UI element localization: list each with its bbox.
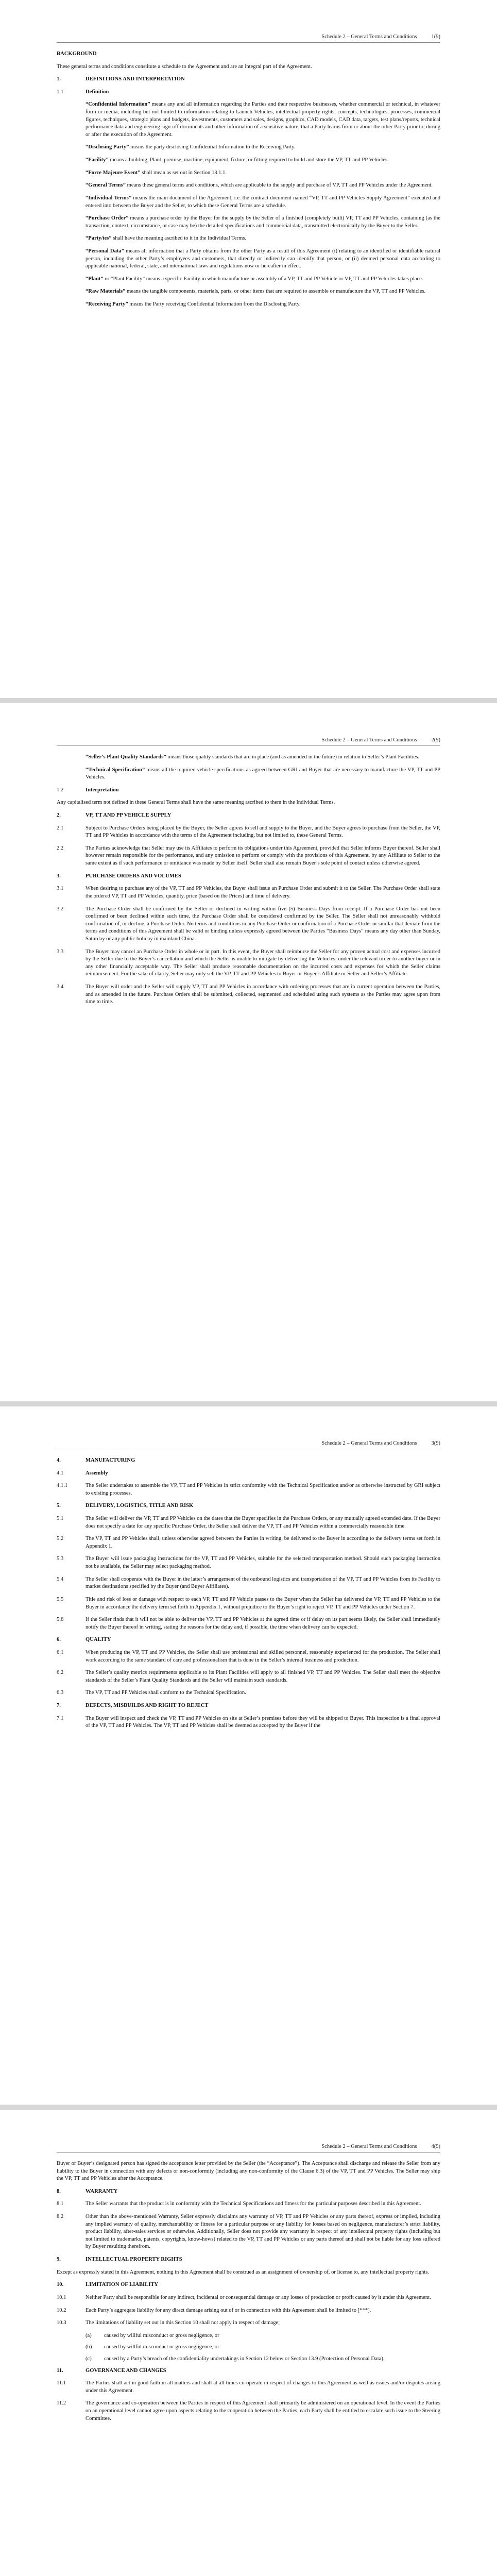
section-heading: INTELLECTUAL PROPERTY RIGHTS <box>85 2257 182 2263</box>
header-title: Schedule 2 – General Terms and Conditions <box>321 737 417 743</box>
clause-number: 10.3 <box>57 2320 66 2326</box>
definition: “Force Majeure Event” shall mean as set out in Section 13.1.1. <box>85 170 227 176</box>
clause-number: 8.1 <box>57 2201 64 2207</box>
clause-number: 3.4 <box>57 984 64 990</box>
section-heading: MANUFACTURING <box>85 1458 135 1463</box>
clause-text: Neither Party shall be responsible for any indirect, incidental or consequential damage or any losses of production or profit caused by it under this Agreement. <box>85 2294 431 2300</box>
clause-number: 5.1 <box>57 1516 64 1522</box>
clause-text: The Seller shall cooperate with the Buyer in the latter’s arrangement of the outbound logistics and transportation of the VP, TT and PP Vehicles from its Facility to market destinations specified by the Buyer (and Buyer Affiliates). <box>85 1576 440 1590</box>
definition: “Receiving Party” means the Party receiving Confidential Information from the Disclosing Party. <box>85 301 301 308</box>
clause-number: 5.3 <box>57 1556 64 1562</box>
definition: “General Terms” means these general terms and conditions, which are applicable to the supply and purchase of VP, TT and PP Vehicles under the Agreement. <box>85 182 433 189</box>
section-number: 11. <box>57 2367 63 2374</box>
definition: “Confidential Information” means any and all information regarding the Parties and their respective businesses, whether commercial or technical, in whatever form or media, including but not limited to information relating to Launch Vehicles, intellectual property rights, concepts, technologies, processes, commercial figures, techniques, strategic plans and budgets, investments, customers and sales, designs, graphics, CAD models, CAD data, targets, test plans/reports, technical performance data and engineering sign-off documents and other information of a sensitive nature, that a Party learns from or about the other Party prior to, during or after the execution of the Agreement. <box>85 101 440 138</box>
page-1 <box>0 0 497 698</box>
clause-number: 8.2 <box>57 2214 64 2220</box>
clause-number: 11.2 <box>57 2400 66 2406</box>
clause-text: The VP, TT and PP Vehicles shall, unless otherwise agreed between the Parties in writing, be delivered to the Buyer in according to the delivery terms set forth in Appendix 1. <box>85 1536 440 1549</box>
definition: “Disclosing Party” means the party disclosing Confidential Information to the Receiving Party. <box>85 144 296 150</box>
page-content <box>57 754 440 1011</box>
section-heading: DELIVERY, LOGISTICS, TITLE AND RISK <box>85 1503 194 1509</box>
header-title: Schedule 2 – General Terms and Conditions <box>321 1440 417 1446</box>
clause-number: 1.1 <box>57 89 64 95</box>
header-rule <box>57 745 440 746</box>
clause-text: The governance and co-operation between the Parties in respect of this Agreement shall primarily be administered on an operational level. In the event the Parties on an operational level cannot agree upon aspects relating to the cooperation between the Parties, each Party shall be entitled to escalate such issue to the Steering Committee. <box>85 2400 440 2421</box>
definition: “Raw Materials” means the tangible components, materials, parts, or other items that are required to assemble or manufacture the VP, TT and PP Vehicles. <box>85 289 426 295</box>
section-heading: DEFINITIONS AND INTERPRETATION <box>85 76 185 82</box>
clause-text: The Seller’s quality metrics requirements applicable to its Plant Facilities will apply to all finished VP, TT and PP Vehicles. The Seller shall meet the objective standards of the Seller’s Plant Quality Standards and the Seller will maintain such standards. <box>85 1670 440 1683</box>
clause-text: The Seller undertakes to assemble the VP, TT and PP Vehicles in strict conformity with the Technical Specification and/or as otherwise instructed by GRI subject to existing processes. <box>85 1483 440 1496</box>
clause-text: The Parties acknowledge that Seller may use its Affiliates to perform its obligations under this Agreement, provided that Seller informs Buyer thereof. Seller shall however remain responsible for the performance, and any omission to perform or comply with the provisions of this Agreement, by any Affiliate to Seller to the same extent as if such performance or omittance was made by Seller itself. Seller shall also remain Buyer’s sole point of contact unless otherwise agreed. <box>85 845 440 867</box>
clause-number: 3.2 <box>57 906 64 912</box>
section-number: 4. <box>57 1458 61 1463</box>
list-item: (c) caused by a Party’s breach of the confidentiality undertakings in Section 12 below or Section 13.9 (Protection of Personal Data). <box>85 2355 385 2362</box>
clause-text: Except as expressly stated in this Agreement, nothing in this Agreement shall be construed as an assignment of ownership of, or license to, any intellectual property rights. <box>57 2269 430 2275</box>
clause-number: 6.3 <box>57 1690 64 1696</box>
clause-number: 2.2 <box>57 845 64 851</box>
section-heading: DEFECTS, MISBUILDS AND RIGHT TO REJECT <box>85 1703 209 1709</box>
clause-number: 3.3 <box>57 948 64 955</box>
definition: “Facility” means a building, Plant, premise, machine, equipment, fixture, or fitting required to build and store the VP, TT and PP Vehicles. <box>85 157 389 163</box>
header-title: Schedule 2 – General Terms and Conditions <box>321 2144 417 2149</box>
clause-text: When producing the VP, TT and PP Vehicles, the Seller shall use professional and skilled personnel, reasonably experienced for the production. The Seller shall work according to the same standard of care and professionalism that is done in the Seller’s internal business and production. <box>85 1649 440 1663</box>
clause-number: 5.5 <box>57 1596 64 1602</box>
definition: “Party/ies” shall have the meaning ascribed to it in the Individual Terms. <box>85 235 247 242</box>
definitions-list <box>57 101 440 308</box>
header-rule <box>57 2152 440 2153</box>
section-heading: WARRANTY <box>85 2188 118 2194</box>
page-number: 4(9) <box>431 2144 440 2149</box>
clause-number: 1.2 <box>57 787 64 793</box>
page-content <box>57 2160 440 2428</box>
definition: “Purchase Order” means a purchase order by the Buyer for the supply by the Seller of a finished (completely built) VP, TT and PP Vehicles, containing (as the transaction, context, circumstance, or case may be) the detailed specifications and commercial data, transmitted electronically by the Buyer to the Seller. <box>85 215 440 229</box>
sub-list <box>57 2332 440 2363</box>
clause-number: 5.2 <box>57 1536 64 1542</box>
definition: “Plant” or “Plant Facility” means a specific Facility in which manufacture or assembly of a VP, TT and PP Vehicle or VP, TT and PP Vehicles takes place. <box>85 276 423 282</box>
section-number: 1. <box>57 76 61 82</box>
page-4 <box>0 2110 497 2576</box>
clause-number: 3.1 <box>57 886 64 892</box>
header-rule <box>57 42 440 43</box>
page-number: 3(9) <box>431 1440 440 1446</box>
clause-text: The Buyer will order and the Seller will supply VP, TT and PP Vehicles in accordance with ordering processes that are in current operation between the Parties, and as amended in the future. Purchase Orders shall be submitted, collected, segmented and scheduled using such systems as the Parties may agree upon from time to time. <box>85 984 440 1005</box>
clause-text: The Seller warrants that the product is in conformity with the Technical Specifications and fitness for the particular purposes described in this Agreement. <box>85 2201 421 2207</box>
clause-text: Subject to Purchase Orders being placed by the Buyer, the Seller agrees to sell and supply to the Buyer, and the Buyer agrees to purchase from the Seller, the VP, TT and PP Vehicles in accordance with the terms of the Agreement including, but not limited to, these General Terms. <box>85 825 440 839</box>
section-number: 5. <box>57 1503 61 1509</box>
page-2 <box>0 703 497 1401</box>
section-number: 10. <box>57 2282 64 2288</box>
clause-number: 11.1 <box>57 2380 66 2386</box>
page-header <box>57 34 440 40</box>
definition: “Personal Data” means all information that a Party obtains from the other Party as a result of this Agreement (i) relating to an identified or identifiable natural person, including the other Party’s employees and customers, that directly or indirectly can identify that person, or (ii) deemed personal data according to applicable national, federal, state, and international laws and regulations now or hereafter in effect. <box>85 248 440 269</box>
list-item: (b) caused by willful misconduct or gross negligence, or <box>85 2344 219 2350</box>
clause-text: The Seller will deliver the VP, TT and PP Vehicles on the dates that the Buyer specifies in the Purchase Orders, or any mutually agreed extended date. If the Buyer does not specify a date for any specific Purchase Order, the Seller shall deliver the VP, TT and PP Vehicles within a commercially reasonable time. <box>85 1516 440 1529</box>
clause-text: The Parties shall act in good faith in all matters and shall at all times co-operate in respect of changes to this Agreement as well as issues and/or disputes arising under this Agreement. <box>85 2380 440 2394</box>
header-title: Schedule 2 – General Terms and Conditions <box>321 34 417 40</box>
page-content <box>57 50 440 314</box>
page-header <box>57 1440 440 1446</box>
clause-number: 5.4 <box>57 1576 64 1582</box>
clause-heading: Interpretation <box>85 787 119 793</box>
page-header <box>57 737 440 743</box>
clause-number: 6.2 <box>57 1670 64 1676</box>
page-content <box>57 1457 440 1735</box>
clause-text: Any capitalised term not defined in these General Terms shall have the same meaning ascribed to them in the Individual Terms. <box>57 800 335 806</box>
clause-text: The Buyer will issue packaging instructions for the VP, TT and PP Vehicles, suitable for the selected transportation method. Should such packaging instruction not be available, the Seller may select packaging method. <box>85 1556 440 1570</box>
clause-text: The limitations of liability set out in this Section 10 shall not apply in respect of damage; <box>85 2320 280 2326</box>
clause-number: 6.1 <box>57 1649 64 1655</box>
page-3 <box>0 1406 497 2105</box>
section-number: 2. <box>57 812 61 819</box>
clause-number: 2.1 <box>57 825 64 831</box>
section-heading: LIMITATION OF LIABILITY <box>85 2282 159 2288</box>
clause-number: 5.6 <box>57 1617 64 1623</box>
clause-text: The Buyer may cancel an Purchase Order in whole or in part. In this event, the Buyer shall reimburse the Seller for any proven actual cost and expenses incurred by the Seller due to the Buyer’s cancellation and which the Seller is unable to mitigate by delivering the Vehicles, under the relevant order to another buyer or in any other financially acceptable way. The Seller shall produce reasonable documentation on the incurred costs and expenses for which the Seller claims reimbursement. For the sake of clarity, Seller may only sell the VP, TT and PP Vehicles to Buyer or Buyer’s Affiliate or Seller and Seller’s Affiliate. <box>85 948 440 977</box>
list-item: (a) caused by willful misconduct or gross negligence, or <box>85 2332 219 2338</box>
clause-text: The Buyer will inspect and check the VP, TT and PP Vehicles on site at Seller’s premises before they will be shipped to Buyer. This inspection is a final approval of the VP, TT and PP Vehicles. The VP, TT and PP Vehicles shall be deemed as accepted by the Buyer if the <box>85 1715 440 1729</box>
background-text: These general terms and conditions constitute a schedule to the Agreement and are an integral part of the Agreement. <box>57 63 312 70</box>
clause-text: When desiring to purchase any of the VP, TT and PP Vehicles, the Buyer shall issue an Purchase Order and submit it to the Seller. The Purchase Order shall state the ordered VP, TT and PP Vehicles, quantity, price (based on the Prices) and time of delivery. <box>85 886 440 899</box>
clause-number: 4.1 <box>57 1470 64 1476</box>
clause-text: The Purchase Order shall be confirmed by the Seller or declined in writing within five (5) Business Days from receipt. If a Purchase Order has not been confirmed or been declined within such time, the Purchase Order shall be considered confirmed by the Seller. The Seller shall not unreasonably withhold confirmation of, or decline, a Purchase Order. No terms and conditions in any Purchase Order or confirmation of a Purchase Order or similar that deviate from the terms and conditions of this Agreement shall be valid or binding unless expressly agreed between the Parties “Business Days” means any day other than Sunday, Saturday or any public holiday in mainland China. <box>85 906 440 942</box>
page-number: 2(9) <box>431 737 440 743</box>
page-header <box>57 2144 440 2149</box>
section-number: 7. <box>57 1703 61 1709</box>
clause-number: 10.2 <box>57 2307 66 2313</box>
section-number: 9. <box>57 2257 61 2263</box>
clause-text: Other than the above-mentioned Warranty, Seller expressly disclaims any warranty of VP, TT and PP Vehicles or any parts thereof, express or implied, including any implied warranty of quality, merchantability or fitness for a particular purpose or any liability for losses based on negligence, manufacturer’s strict liability, product liability, after-sales services or otherwise. Additionally, Seller does not provide any warranty in respect of any intellectual property rights (including but not limited to trademarks, patents, copyrights, know-hows) related to the VP, TT and PP Vehicles or any parts thereof and shall not be liable for any loss suffered by Buyer resulting therefrom. <box>85 2214 440 2250</box>
section-heading: QUALITY <box>85 1637 111 1643</box>
page-number: 1(9) <box>431 34 440 40</box>
section-heading: VP, TT AND PP VEHICLE SUPPLY <box>85 812 172 819</box>
section-number: 8. <box>57 2188 61 2194</box>
clause-number: 7.1 <box>57 1715 64 1721</box>
definition: “Technical Specification” means all the required vehicle specifications as agreed between GRI and Buyer that are necessary to manufacture the VP, TT and PP Vehicles. <box>85 767 440 781</box>
clause-text: The VP, TT and PP Vehicles shall conform to the Technical Specification. <box>85 1690 246 1696</box>
section-heading: BACKGROUND <box>57 51 97 57</box>
clause-text: Each Party’s aggregate liability for any direct damage arising out of or in connection with this Agreement shall be limited to [***]. <box>85 2307 371 2313</box>
clause-number: 10.1 <box>57 2294 66 2300</box>
clause-text: If the Seller finds that it will not be able to deliver the VP, TT and PP Vehicles at the agreed time or if delay on its part seems likely, the Seller shall immediately notify the Buyer thereof in writing, stating the reasons for the delay and, if possible, the time when delivery can be expected. <box>85 1617 440 1630</box>
definition: “Individual Terms” means the main document of the Agreement, i.e. the contract document named “VP, TT and PP Vehicles Supply Agreement” executed and entered into between the Buyer and the Seller, to which these General Terms are a schedule. <box>85 195 440 209</box>
clause-heading: Assembly <box>85 1470 108 1476</box>
clause-heading: Definition <box>85 89 109 95</box>
definition: “Seller’s Plant Quality Standards” means those quality standards that are in place (and as amended in the future) in relation to Seller’s Plant Facilities. <box>85 754 420 760</box>
section-number: 3. <box>57 873 61 879</box>
clause-text: Buyer or Buyer’s designated person has signed the acceptance letter provided by the Seller (the “Acceptance”). The Acceptance shall discharge and release the Seller from any liability to the Buyer in connection with any defects or non-conformity (including any non-conformity of the Clause 6.3) of the VP, TT and PP Vehicles. The Seller may ship the VP, TT and PP Vehicles after the Acceptance. <box>57 2161 440 2182</box>
section-heading: PURCHASE ORDERS AND VOLUMES <box>85 873 181 879</box>
clause-number: 4.1.1 <box>57 1483 68 1489</box>
definitions-list <box>57 754 440 782</box>
clause-text: Title and risk of loss or damage with respect to each VP, TT and PP Vehicle passes to the Buyer when the Seller has delivered the VP, TT and PP Vehicles to the Buyer in accordance the delivery term set forth in Appendix 1, without prejudice to the Buyer’s right to reject VP, TT and PP Vehicles under Section 7. <box>85 1596 440 1610</box>
section-number: 6. <box>57 1637 61 1643</box>
section-heading: GOVERNANCE AND CHANGES <box>85 2367 166 2374</box>
